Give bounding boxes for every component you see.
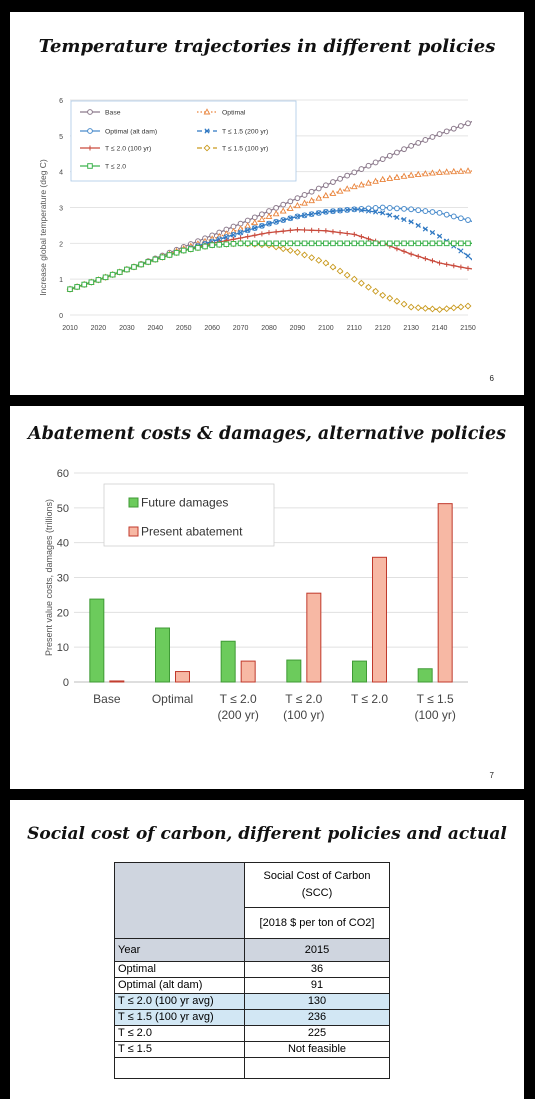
data-point — [437, 210, 442, 215]
data-point — [267, 241, 272, 246]
data-point — [430, 210, 435, 215]
data-point — [68, 287, 73, 292]
data-point — [274, 205, 279, 210]
x-tick-label: 2100 — [318, 325, 334, 332]
bar — [176, 672, 190, 682]
data-point — [323, 228, 328, 233]
data-point — [380, 157, 385, 162]
bar — [307, 593, 321, 682]
data-point — [401, 301, 407, 307]
table-row — [115, 962, 390, 978]
y-tick-label: 30 — [56, 572, 69, 585]
legend-label: Future damages — [141, 495, 229, 510]
bar — [241, 661, 255, 682]
data-point — [252, 233, 257, 238]
data-point — [344, 272, 350, 278]
data-point — [231, 241, 236, 246]
data-point — [437, 132, 442, 137]
data-point — [324, 241, 329, 246]
chart-legend — [104, 484, 274, 546]
y-tick-label: 0 — [62, 677, 69, 689]
data-point — [423, 241, 428, 246]
data-point — [345, 231, 350, 236]
y-tick-label: 40 — [56, 537, 69, 550]
data-point — [395, 150, 400, 155]
data-point — [352, 232, 357, 237]
data-point — [281, 241, 286, 246]
data-point — [458, 124, 463, 129]
data-point — [309, 228, 314, 233]
series-Optimal — [67, 168, 496, 291]
data-point — [316, 186, 321, 191]
data-point — [408, 304, 414, 310]
data-point — [466, 241, 471, 246]
data-point — [402, 241, 407, 246]
data-point — [394, 298, 400, 304]
data-point — [295, 203, 300, 208]
row-label: Optimal — [115, 962, 245, 978]
data-point — [82, 282, 87, 287]
y-axis-label: Present value costs, damages (trillions) — [44, 498, 54, 657]
data-point — [331, 241, 336, 246]
data-point — [430, 170, 435, 175]
data-point — [423, 306, 429, 312]
data-point — [281, 202, 286, 207]
scc-header-line1: Social Cost of Carbon — [263, 870, 371, 882]
data-point — [466, 218, 471, 223]
data-point — [316, 258, 322, 264]
data-point — [139, 262, 144, 267]
y-tick-label: 6 — [59, 98, 63, 105]
data-point — [388, 241, 393, 246]
data-point — [373, 288, 379, 294]
x-category-label: Base — [93, 692, 121, 706]
data-point — [437, 261, 442, 266]
bar — [418, 669, 432, 682]
data-point — [174, 250, 179, 255]
legend-label: T ≤ 1.5 (200 yr) — [222, 128, 269, 136]
data-point — [302, 200, 307, 205]
data-point — [395, 206, 400, 211]
data-point — [181, 248, 186, 253]
data-point — [451, 126, 456, 131]
y-tick-label: 10 — [56, 642, 69, 655]
data-point — [416, 141, 421, 146]
data-point — [366, 163, 371, 168]
data-point — [416, 254, 421, 259]
data-point — [217, 242, 222, 247]
data-point — [146, 260, 151, 265]
data-point — [416, 208, 421, 213]
data-point — [252, 220, 257, 225]
data-point — [337, 188, 342, 193]
data-point — [88, 110, 93, 115]
x-tick-label: 2020 — [90, 325, 107, 332]
data-point — [465, 168, 470, 173]
x-category-label: (100 yr) — [283, 708, 325, 722]
bar — [90, 599, 104, 682]
slide-number: 7 — [489, 771, 494, 780]
x-tick-label: 2040 — [147, 325, 164, 332]
data-point — [309, 189, 314, 194]
data-point — [423, 227, 427, 231]
x-category-label: T ≤ 1.5 — [416, 692, 454, 706]
data-point — [288, 199, 293, 204]
data-point — [338, 176, 343, 181]
y-tick-label: 5 — [59, 133, 63, 141]
data-point — [323, 260, 329, 266]
data-point — [444, 306, 450, 312]
data-point — [302, 193, 307, 198]
data-point — [160, 255, 165, 260]
data-point — [380, 292, 386, 298]
data-point — [430, 258, 435, 263]
data-point — [352, 184, 357, 189]
data-point — [416, 223, 420, 227]
data-point — [274, 241, 279, 246]
data-point — [274, 229, 279, 234]
data-point — [409, 252, 414, 257]
data-point — [423, 138, 428, 143]
data-point — [359, 280, 365, 286]
data-point — [359, 234, 364, 239]
data-point — [373, 241, 378, 246]
row-label: T ≤ 1.5 (100 yr avg) — [115, 1010, 245, 1026]
data-point — [323, 183, 328, 188]
data-point — [359, 241, 364, 246]
legend-label: T ≤ 2.0 (100 yr) — [105, 145, 152, 153]
data-point — [409, 241, 414, 246]
data-point — [330, 191, 335, 196]
y-tick-label: 20 — [56, 607, 69, 620]
data-point — [394, 246, 399, 251]
data-point — [387, 295, 393, 301]
row-label: Optimal (alt dam) — [115, 978, 245, 994]
legend-swatch — [129, 498, 138, 507]
x-tick-label: 2130 — [403, 325, 419, 332]
slide-social-cost — [10, 800, 524, 1099]
year-value: 2015 — [245, 939, 390, 962]
data-point — [260, 241, 265, 246]
data-point — [167, 253, 172, 258]
data-point — [295, 249, 301, 255]
data-point — [352, 170, 357, 175]
row-value: 225 — [245, 1026, 390, 1042]
data-point — [302, 227, 307, 232]
data-point — [281, 229, 286, 234]
data-point — [189, 247, 194, 252]
data-point — [423, 209, 428, 214]
data-point — [451, 263, 456, 268]
data-point — [267, 230, 272, 235]
x-tick-label: 2080 — [261, 325, 277, 332]
data-point — [259, 217, 264, 222]
table-row — [115, 1026, 390, 1042]
data-point — [380, 241, 385, 246]
data-point — [423, 256, 428, 261]
y-tick-label: 1 — [59, 277, 63, 285]
data-point — [302, 241, 307, 246]
table-row — [115, 994, 390, 1010]
data-point — [125, 267, 130, 272]
data-point — [338, 230, 343, 235]
data-point — [387, 153, 392, 158]
data-point — [409, 172, 414, 177]
data-point — [96, 278, 101, 283]
data-point — [359, 167, 364, 172]
data-point — [444, 241, 449, 246]
data-point — [395, 241, 400, 246]
data-point — [153, 257, 158, 262]
table-row — [115, 1058, 390, 1079]
legend-label: Present abatement — [141, 524, 243, 539]
data-point — [437, 234, 441, 238]
y-tick-label: 0 — [59, 313, 63, 320]
data-point — [415, 305, 421, 311]
x-tick-label: 2150 — [460, 325, 476, 332]
bar — [156, 628, 170, 682]
slide-abatement — [10, 406, 524, 789]
data-point — [288, 228, 293, 233]
data-point — [302, 252, 308, 258]
data-point — [458, 304, 464, 310]
bar — [287, 660, 301, 682]
data-point — [210, 243, 215, 248]
data-point — [409, 143, 414, 148]
data-point — [103, 275, 108, 280]
abatement-bar-chart — [10, 456, 524, 736]
data-point — [430, 241, 435, 246]
data-point — [444, 129, 449, 134]
data-point — [110, 272, 115, 277]
data-point — [430, 306, 436, 312]
legend-label: T ≤ 2.0 — [105, 163, 126, 171]
legend-label: Optimal (alt dam) — [105, 128, 158, 136]
slide-title: Social cost of carbon, different policies and actual — [27, 824, 507, 844]
data-point — [331, 180, 336, 185]
data-point — [345, 241, 350, 246]
data-point — [288, 241, 293, 246]
data-point — [459, 249, 463, 253]
data-point — [466, 121, 471, 126]
data-point — [75, 285, 80, 290]
data-point — [117, 270, 122, 275]
y-axis-label: Increase global temperature (deg C) — [38, 159, 48, 296]
slide-title: Temperature trajectories in different policies — [38, 36, 496, 57]
slide-temperature — [10, 12, 524, 395]
scc-header-line2: (SCC) — [301, 887, 333, 899]
data-point — [437, 241, 442, 246]
y-tick-label: 60 — [56, 468, 69, 480]
x-tick-label: 2090 — [289, 325, 306, 332]
table-header-blank — [115, 863, 245, 939]
x-category-label: T ≤ 2.0 — [285, 692, 323, 706]
data-point — [88, 129, 93, 134]
data-point — [245, 241, 250, 246]
data-point — [203, 244, 208, 249]
scc-table — [114, 862, 390, 1079]
data-point — [88, 164, 93, 169]
data-point — [295, 227, 300, 232]
x-category-label: Optimal — [151, 692, 194, 706]
series-T ≤ 2.0 (100 yr) — [68, 227, 497, 291]
data-point — [309, 241, 314, 246]
row-value: 130 — [245, 994, 390, 1010]
data-point — [316, 228, 321, 233]
y-tick-label: 2 — [59, 241, 63, 249]
x-tick-label: 2050 — [175, 325, 192, 332]
bar — [373, 557, 387, 682]
data-point — [416, 241, 421, 246]
data-point — [387, 206, 392, 211]
row-value: 236 — [245, 1010, 390, 1026]
data-point — [196, 246, 201, 251]
y-tick-label: 50 — [56, 502, 69, 515]
row-label: T ≤ 2.0 (100 yr avg) — [115, 994, 245, 1010]
data-point — [224, 242, 229, 247]
x-category-label: (200 yr) — [217, 708, 259, 722]
y-tick-label: 4 — [59, 169, 63, 177]
slide-number: 6 — [489, 374, 494, 383]
table-row — [115, 1042, 390, 1058]
x-category-label: T ≤ 2.0 — [350, 692, 389, 706]
legend-swatch — [129, 527, 138, 536]
data-point — [132, 265, 137, 270]
legend-label: Optimal — [222, 109, 246, 117]
data-point — [352, 241, 357, 246]
x-tick-label: 2120 — [374, 325, 391, 332]
data-point — [451, 305, 457, 311]
data-point — [288, 248, 294, 254]
data-point — [366, 241, 371, 246]
x-tick-label: 2030 — [119, 325, 135, 332]
data-point — [309, 255, 315, 261]
data-point — [281, 208, 286, 213]
legend-label: T ≤ 1.5 (100 yr) — [222, 145, 269, 153]
row-value: Not feasible — [245, 1042, 390, 1058]
x-tick-label: 2070 — [232, 325, 249, 332]
chart-legend — [71, 101, 296, 181]
data-point — [330, 229, 335, 234]
table-row — [115, 1010, 390, 1026]
bar — [353, 661, 367, 682]
data-point — [295, 241, 300, 246]
data-point — [430, 135, 435, 140]
x-tick-label: 2060 — [204, 325, 220, 332]
row-value: 36 — [245, 962, 390, 978]
data-point — [295, 196, 300, 201]
row-label: T ≤ 1.5 — [115, 1042, 245, 1058]
table-row — [115, 978, 390, 994]
data-point — [373, 160, 378, 165]
y-tick-label: 3 — [59, 205, 63, 213]
slide-title: Abatement costs & damages, alternative policies — [28, 424, 506, 444]
data-point — [402, 206, 407, 211]
data-point — [458, 265, 463, 270]
data-point — [416, 172, 421, 177]
data-point — [351, 276, 357, 282]
data-point — [366, 284, 372, 290]
bar — [438, 504, 452, 682]
bar — [221, 641, 235, 682]
data-point — [380, 205, 385, 210]
data-point — [245, 234, 250, 239]
data-point — [330, 264, 336, 270]
data-point — [89, 280, 94, 285]
data-point — [238, 241, 243, 246]
x-category-label: (100 yr) — [414, 708, 456, 722]
scc-units: [2018 $ per ton of CO2] — [245, 908, 390, 939]
series-T ≤ 1.5 (100 yr) — [67, 241, 496, 313]
temperature-line-chart — [10, 84, 524, 384]
data-point — [402, 147, 407, 152]
x-tick-label: 2140 — [431, 325, 448, 332]
year-label: Year — [115, 939, 245, 962]
data-point — [337, 268, 343, 274]
data-point — [430, 230, 434, 234]
data-point — [466, 254, 470, 258]
data-point — [409, 207, 414, 212]
data-point — [338, 241, 343, 246]
data-point — [345, 173, 350, 178]
row-value: 91 — [245, 978, 390, 994]
data-point — [458, 169, 463, 174]
row-label: T ≤ 2.0 — [115, 1026, 245, 1042]
data-point — [458, 216, 463, 221]
data-point — [451, 241, 456, 246]
data-point — [252, 241, 257, 246]
data-point — [437, 307, 443, 313]
data-point — [280, 246, 286, 252]
data-point — [259, 231, 264, 236]
data-point — [316, 241, 321, 246]
data-point — [444, 212, 449, 217]
data-point — [444, 262, 449, 267]
data-point — [459, 241, 464, 246]
data-point — [466, 266, 471, 271]
x-tick-label: 2010 — [62, 325, 78, 332]
x-tick-label: 2110 — [346, 325, 362, 332]
x-category-label: T ≤ 2.0 — [219, 692, 257, 706]
legend-label: Base — [105, 109, 121, 117]
data-point — [238, 235, 243, 240]
data-point — [451, 214, 456, 219]
bar — [110, 681, 124, 682]
data-point — [402, 249, 407, 254]
data-point — [345, 186, 350, 191]
data-point — [465, 303, 471, 309]
scc-header — [245, 863, 390, 908]
series-line — [70, 243, 496, 309]
